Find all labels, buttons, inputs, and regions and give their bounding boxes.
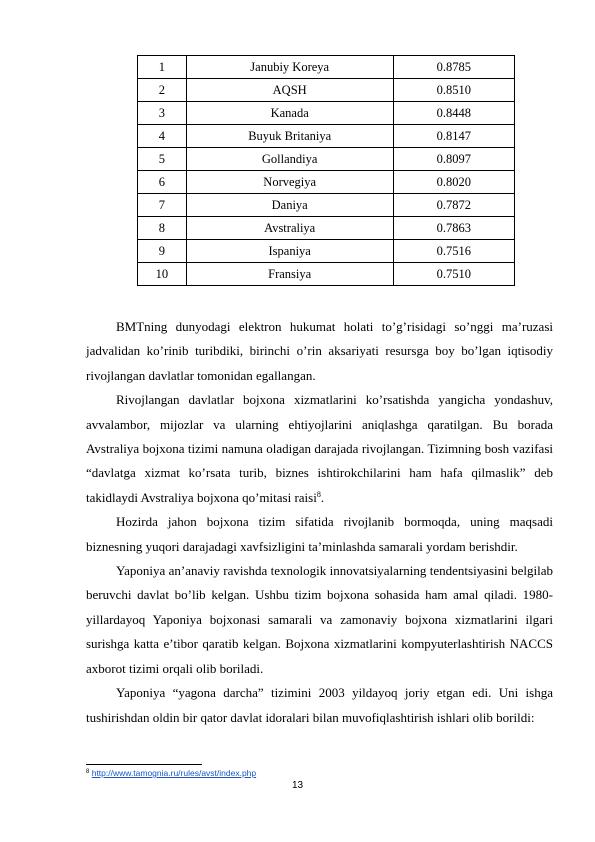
rank-cell: 4 <box>138 125 187 148</box>
rank-cell: 10 <box>138 263 187 286</box>
paragraph-4: Yaponiya an’anaviy ravishda texnologik innovatsiyalarning tendentsiyasini belgilab beruvchi davlat bo’lib kelgan. Ushbu tizim bojxona sohasida ham amal qiladi. 1980-yillardayoq Yaponiya bojxonasi samarali va zamonaviy bojxona xizmatlarini ilgari surishga katta e’tibor qaratib kelgan. Bojxona xizmatlarini kompyuterlashtirish NACCS axborot tizimi orqali olib boriladi. <box>86 563 553 676</box>
country-cell: Gollandiya <box>186 148 393 171</box>
score-cell: 0.8020 <box>393 171 514 194</box>
footnote-number: 8 <box>86 769 90 775</box>
body-text <box>86 315 553 730</box>
rank-cell: 6 <box>138 171 187 194</box>
country-cell: Avstraliya <box>186 217 393 240</box>
paragraph-5: Yaponiya “yagona darcha” tizimini 2003 yildayoq joriy etgan edi. Uni ishga tushirishdan oldin bir qator davlat idoralari bilan muvofiqlashtirish ishlari olib borildi: <box>86 685 553 725</box>
country-cell: Kanada <box>186 102 393 125</box>
paragraph-1: BMTning dunyodagi elektron hukumat holati to’g’risidagi so’nggi ma’ruzasi jadvalidan ko’rinib turibdiki, birinchi o’rin aksariyati resursga boy bo’lgan iqtisodiy rivojlangan davlatlar tomonidan egallangan. <box>86 319 553 383</box>
country-cell: Buyuk Britaniya <box>186 125 393 148</box>
rank-cell: 9 <box>138 240 187 263</box>
score-cell: 0.8448 <box>393 102 514 125</box>
paragraph-2-text: Rivojlangan davlatlar bojxona xizmatlarini ko’rsatishda yangicha yondashuv, avvalambor, mijozlar va ularning ehtiyojlarini aniqlashga qaratilgan. Bu borada Avstraliya bojxona tizimi namuna oladigan darajada rivojlangan. Tizimning bosh vazifasi “davlatga xizmat ko’rsata turib, biznes ishtirokchilarini ham hafa qilmaslik” deb takidlaydi Avstraliya bojxona qo’mitasi raisi <box>86 392 553 505</box>
paragraph-2 <box>86 388 553 510</box>
table-row <box>138 56 515 79</box>
table-row <box>138 240 515 263</box>
score-cell: 0.7516 <box>393 240 514 263</box>
rank-cell: 1 <box>138 56 187 79</box>
table-row <box>138 148 515 171</box>
footnote-separator <box>86 764 202 765</box>
footnote <box>86 768 256 778</box>
footnote-link[interactable]: http://www.tamognia.ru/rules/avst/index.php <box>91 768 257 778</box>
score-cell: 0.8510 <box>393 79 514 102</box>
country-cell: Ispaniya <box>186 240 393 263</box>
country-cell: Fransiya <box>186 263 393 286</box>
score-cell: 0.8785 <box>393 56 514 79</box>
ranking-table-body <box>138 56 515 286</box>
table-row <box>138 125 515 148</box>
rank-cell: 5 <box>138 148 187 171</box>
score-cell: 0.8147 <box>393 125 514 148</box>
table-row <box>138 263 515 286</box>
paragraph-3: Hozirda jahon bojxona tizim sifatida rivojlanib bormoqda, uning maqsadi biznesning yuqori darajadagi xavfsizligini ta’minlashda samarali yordam berishdir. <box>86 514 553 554</box>
paragraph-2-end: . <box>320 489 325 505</box>
score-cell: 0.7510 <box>393 263 514 286</box>
table-row <box>138 79 515 102</box>
country-cell: AQSH <box>186 79 393 102</box>
table-row <box>138 217 515 240</box>
ranking-table <box>137 55 515 286</box>
rank-cell: 8 <box>138 217 187 240</box>
score-cell: 0.7872 <box>393 194 514 217</box>
table-row <box>138 102 515 125</box>
score-cell: 0.8097 <box>393 148 514 171</box>
rank-cell: 2 <box>138 79 187 102</box>
score-cell: 0.7863 <box>393 217 514 240</box>
rank-cell: 3 <box>138 102 187 125</box>
page-number: 13 <box>291 780 304 791</box>
rank-cell: 7 <box>138 194 187 217</box>
country-cell: Norvegiya <box>186 171 393 194</box>
country-cell: Daniya <box>186 194 393 217</box>
table-row <box>138 171 515 194</box>
footnote-ref: 8 <box>316 489 321 499</box>
country-cell: Janubiy Koreya <box>186 56 393 79</box>
table-row <box>138 194 515 217</box>
